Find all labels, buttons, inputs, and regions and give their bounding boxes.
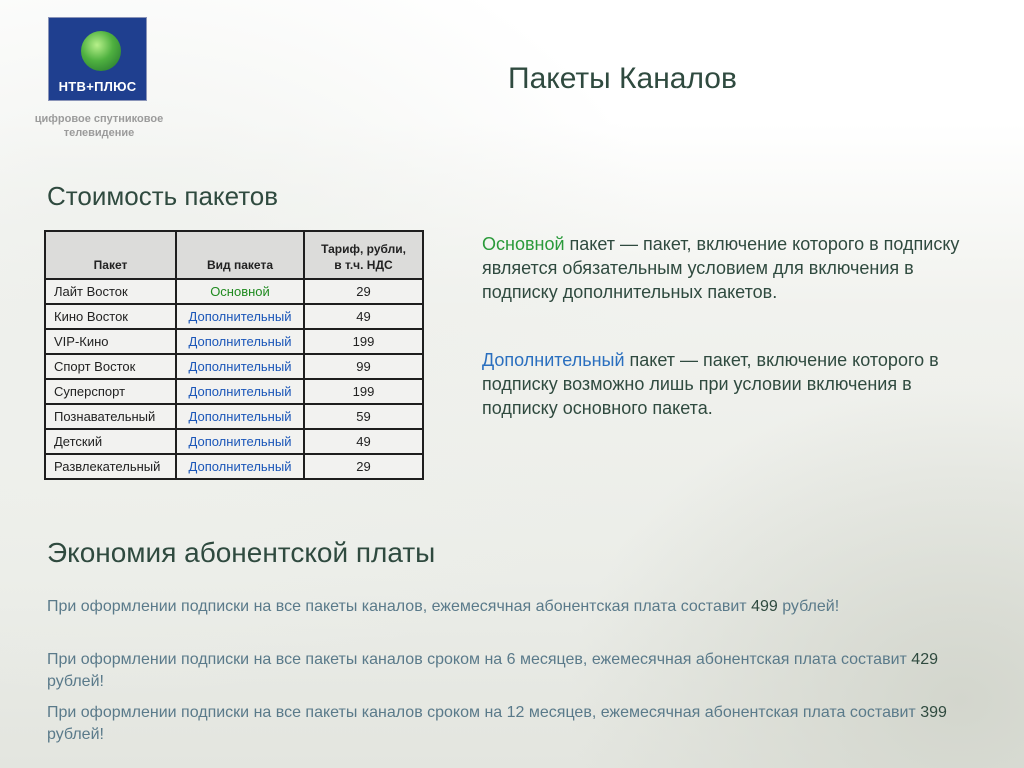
package-name: Познавательный [45,404,176,429]
definition-additional-package [482,348,982,420]
economy-text-before: При оформлении подписки на все пакеты каналов, ежемесячная абонентская плата составит [47,598,752,615]
definition-additional-keyword: Дополнительный [482,350,625,370]
package-price: 49 [304,429,423,454]
package-price: 99 [304,354,423,379]
package-type: Дополнительный [176,454,304,479]
economy-paragraph [47,702,987,746]
packages-table [44,230,424,480]
table-row [45,329,423,354]
economy-text-after: рублей! [777,598,840,615]
package-name: Суперспорт [45,379,176,404]
header-tariff-line2: в т.ч. НДС [334,258,393,272]
economy-amount: 499 [751,598,778,615]
table-row [45,279,423,304]
economy-paragraph [47,596,987,618]
header-package: Пакет [45,231,176,279]
header-package-type: Вид пакета [176,231,304,279]
economy-paragraph [47,649,987,693]
package-type: Основной [176,279,304,304]
package-name: Развлекательный [45,454,176,479]
economy-amount: 399 [920,704,947,721]
package-name: Кино Восток [45,304,176,329]
table-row [45,454,423,479]
table-row [45,404,423,429]
package-type: Дополнительный [176,354,304,379]
economy-heading: Экономия абонентской платы [47,537,436,568]
cost-heading: Стоимость пакетов [47,181,279,211]
definition-additional-text: пакет — пакет, включение которого в подписку возможно лишь при условии включения в подписку основного пакета. [482,350,939,418]
page-title: Пакеты Каналов [508,62,737,95]
economy-text-before: При оформлении подписки на все пакеты каналов сроком на 12 месяцев, ежемесячная абонентская плата составит [47,704,921,721]
table-row [45,429,423,454]
economy-amount: 429 [911,651,938,668]
package-price: 199 [304,379,423,404]
package-price: 49 [304,304,423,329]
table-row [45,354,423,379]
header-tariff-line1: Тариф, рубли, [321,242,406,256]
package-type: Дополнительный [176,304,304,329]
package-type: Дополнительный [176,329,304,354]
table-row [45,379,423,404]
logo-brand-text: НТВ+ПЛЮС [58,79,137,94]
logo-tagline [14,112,184,140]
definition-main-package [482,232,982,304]
table-header-row [45,231,423,279]
logo-tagline-line2: телевидение [63,127,135,139]
globe-icon [81,31,121,71]
definition-main-text: пакет — пакет, включение которого в подписку является обязательным условием для включения в подписку дополнительных пакетов. [482,234,960,302]
table-row [45,304,423,329]
package-name: Детский [45,429,176,454]
package-type: Дополнительный [176,379,304,404]
package-price: 29 [304,279,423,304]
logo-tagline-line1: цифровое спутниковое [34,113,164,125]
economy-text-after: рублей! [47,726,104,743]
header-tariff [304,231,423,279]
package-type: Дополнительный [176,429,304,454]
package-price: 199 [304,329,423,354]
package-name: Лайт Восток [45,279,176,304]
definition-main-keyword: Основной [482,234,565,254]
package-price: 29 [304,454,423,479]
ntv-plus-logo [48,17,147,101]
package-name: Спорт Восток [45,354,176,379]
package-name: VIP-Кино [45,329,176,354]
package-type: Дополнительный [176,404,304,429]
package-price: 59 [304,404,423,429]
economy-text-before: При оформлении подписки на все пакеты каналов сроком на 6 месяцев, ежемесячная абонентская плата составит [47,651,912,668]
economy-text-after: рублей! [47,673,104,690]
